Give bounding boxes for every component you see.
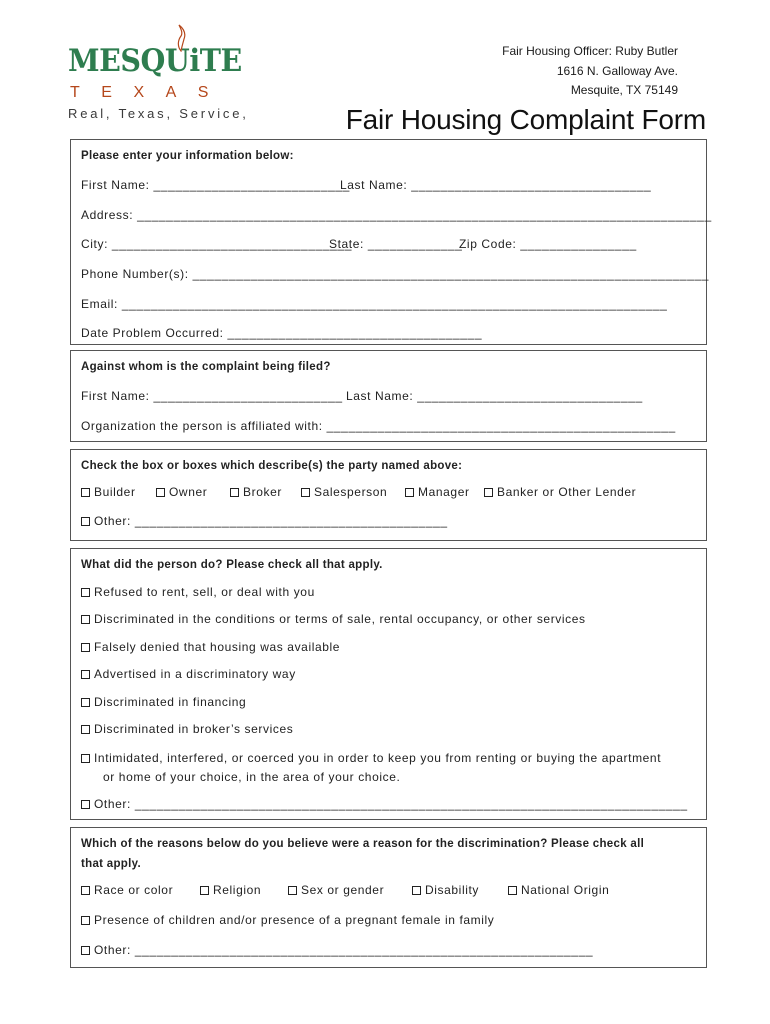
respondent-first-name-field[interactable]: First Name: __________________________ bbox=[81, 389, 343, 403]
organization-field[interactable]: Organization the person is affiliated with: ________________________________________________ bbox=[81, 419, 676, 433]
section-heading: Check the box or boxes which describe(s) the party named above: bbox=[81, 460, 463, 472]
checkbox-financing[interactable] bbox=[81, 695, 246, 709]
checkbox-icon[interactable] bbox=[484, 488, 493, 497]
option-label: Manager bbox=[418, 485, 470, 499]
option-label: Salesperson bbox=[314, 485, 388, 499]
checkbox-icon[interactable] bbox=[81, 886, 90, 895]
checkbox-broker[interactable] bbox=[230, 485, 282, 499]
other-field[interactable]: Other: ___________________________________________ bbox=[94, 514, 448, 528]
checkbox-national-origin[interactable] bbox=[508, 883, 609, 897]
email-field[interactable]: Email: ___________________________________________________________________________ bbox=[81, 297, 668, 311]
checkbox-icon[interactable] bbox=[288, 886, 297, 895]
option-label: Falsely denied that housing was available bbox=[94, 640, 341, 654]
other-field[interactable]: Other: _______________________________________________________________ bbox=[94, 943, 594, 957]
checkbox-icon[interactable] bbox=[230, 488, 239, 497]
checkbox-other[interactable] bbox=[81, 943, 593, 957]
first-name-field[interactable]: First Name: ___________________________ bbox=[81, 178, 350, 192]
checkbox-advertised[interactable] bbox=[81, 667, 296, 681]
option-label: Race or color bbox=[94, 883, 174, 897]
option-label: National Origin bbox=[521, 883, 610, 897]
respondent-last-name-field[interactable]: Last Name: _______________________________ bbox=[346, 389, 643, 403]
checkbox-manager[interactable] bbox=[405, 485, 470, 499]
zip-code-field[interactable]: Zip Code: ________________ bbox=[459, 237, 637, 251]
option-label: Disability bbox=[425, 883, 480, 897]
option-label: Refused to rent, sell, or deal with you bbox=[94, 585, 315, 599]
other-field[interactable]: Other: ____________________________________________________________________________ bbox=[94, 797, 688, 811]
actions-section bbox=[70, 548, 707, 820]
option-label: Banker or Other Lender bbox=[497, 485, 637, 499]
option-label: Religion bbox=[213, 883, 262, 897]
address-field[interactable]: Address: _______________________________________________________________________________ bbox=[81, 208, 712, 222]
officer-city: Mesquite, TX 75149 bbox=[570, 83, 678, 97]
checkbox-icon[interactable] bbox=[81, 670, 90, 679]
checkbox-icon[interactable] bbox=[200, 886, 209, 895]
checkbox-icon[interactable] bbox=[81, 643, 90, 652]
checkbox-banker[interactable] bbox=[484, 485, 636, 499]
checkbox-sex[interactable] bbox=[288, 883, 384, 897]
page-title: Fair Housing Complaint Form bbox=[345, 104, 706, 135]
checkbox-icon[interactable] bbox=[412, 886, 421, 895]
checkbox-denied[interactable] bbox=[81, 640, 340, 654]
logo-wordmark: MESQUiTE bbox=[68, 43, 242, 79]
complainant-info-section bbox=[70, 139, 712, 345]
checkbox-other[interactable] bbox=[81, 797, 688, 811]
officer-name: Fair Housing Officer: Ruby Butler bbox=[502, 44, 678, 58]
checkbox-icon[interactable] bbox=[301, 488, 310, 497]
checkbox-salesperson[interactable] bbox=[301, 485, 387, 499]
option-label: Sex or gender bbox=[301, 883, 385, 897]
officer-address bbox=[502, 42, 678, 101]
checkbox-refused[interactable] bbox=[81, 585, 315, 599]
checkbox-icon[interactable] bbox=[81, 754, 90, 763]
section-heading: Please enter your information below: bbox=[81, 150, 294, 162]
option-label: Discriminated in the conditions or terms of sale, rental occupancy, or other services bbox=[94, 612, 586, 626]
option-label: Owner bbox=[169, 485, 208, 499]
mesquite-logo bbox=[68, 24, 249, 124]
city-field[interactable]: City: _________________________________ bbox=[81, 237, 352, 251]
option-label: Discriminated in financing bbox=[94, 695, 247, 709]
logo-state: TEXAS bbox=[70, 84, 230, 101]
checkbox-icon[interactable] bbox=[81, 725, 90, 734]
checkbox-icon[interactable] bbox=[81, 488, 90, 497]
checkbox-icon[interactable] bbox=[405, 488, 414, 497]
checkbox-icon[interactable] bbox=[156, 488, 165, 497]
checkbox-icon[interactable] bbox=[81, 588, 90, 597]
checkbox-familial-status[interactable] bbox=[81, 913, 494, 927]
checkbox-intimidated[interactable] bbox=[81, 751, 661, 765]
checkbox-owner[interactable] bbox=[156, 485, 207, 499]
checkbox-broker-services[interactable] bbox=[81, 722, 293, 736]
checkbox-other[interactable] bbox=[81, 514, 448, 528]
option-label: Broker bbox=[243, 485, 282, 499]
logo-tagline: Real, Texas, Service, bbox=[68, 106, 249, 121]
checkbox-icon[interactable] bbox=[81, 916, 90, 925]
section-heading-continued: that apply. bbox=[81, 858, 141, 870]
checkbox-icon[interactable] bbox=[81, 800, 90, 809]
phone-field[interactable]: Phone Number(s): _______________________________________________________________________ bbox=[81, 267, 710, 281]
officer-street: 1616 N. Galloway Ave. bbox=[556, 63, 678, 78]
respondent-section bbox=[70, 350, 707, 442]
checkbox-race[interactable] bbox=[81, 883, 173, 897]
option-label: Builder bbox=[94, 485, 136, 499]
state-field[interactable]: State: _____________ bbox=[329, 237, 463, 251]
reasons-section bbox=[70, 827, 707, 968]
option-label: Advertised in a discriminatory way bbox=[94, 667, 296, 681]
checkbox-builder[interactable] bbox=[81, 485, 136, 499]
option-label: Intimidated, interfered, or coerced you in order to keep you from renting or buying the apartment bbox=[94, 751, 662, 765]
section-heading: What did the person do? Please check all that apply. bbox=[81, 559, 383, 571]
checkbox-icon[interactable] bbox=[81, 946, 90, 955]
section-heading: Which of the reasons below do you believe were a reason for the discrimination? Please check all bbox=[81, 838, 645, 850]
option-label: Presence of children and/or presence of a pregnant female in family bbox=[94, 913, 495, 927]
checkbox-disability[interactable] bbox=[412, 883, 479, 897]
section-heading: Against whom is the complaint being filed? bbox=[81, 361, 331, 373]
party-type-section bbox=[70, 449, 707, 541]
checkbox-icon[interactable] bbox=[81, 615, 90, 624]
option-label: Discriminated in broker’s services bbox=[94, 722, 294, 736]
date-problem-field[interactable]: Date Problem Occurred: ___________________________________ bbox=[81, 326, 483, 340]
checkbox-conditions[interactable] bbox=[81, 612, 586, 626]
option-label-continued: or home of your choice, in the area of your choice. bbox=[103, 770, 401, 784]
checkbox-icon[interactable] bbox=[81, 698, 90, 707]
checkbox-icon[interactable] bbox=[508, 886, 517, 895]
checkbox-religion[interactable] bbox=[200, 883, 261, 897]
checkbox-icon[interactable] bbox=[81, 517, 90, 526]
last-name-field[interactable]: Last Name: _________________________________ bbox=[340, 178, 652, 192]
